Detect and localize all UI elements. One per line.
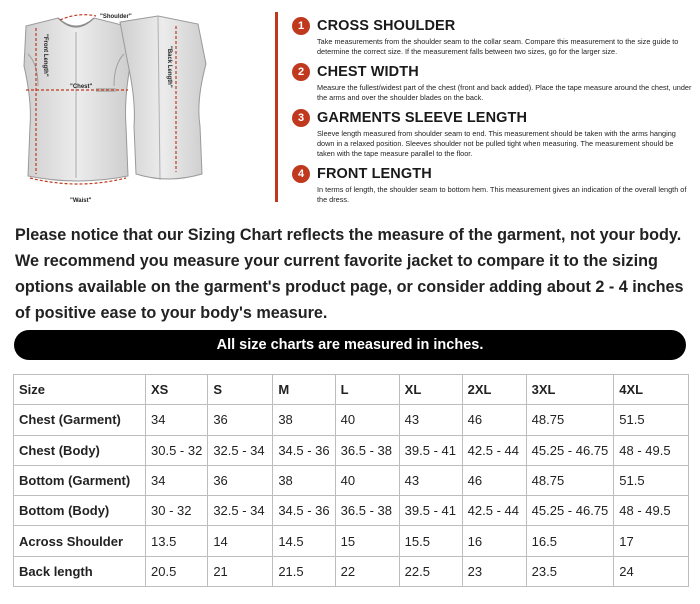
table-cell: 16 [462,526,526,556]
row-label: Bottom (Garment) [14,465,146,495]
measurement-guide [0,0,700,210]
table-cell: 48.75 [526,405,614,435]
table-cell: 34.5 - 36 [273,496,335,526]
table-cell: 34 [146,465,208,495]
table-cell: 36.5 - 38 [335,435,399,465]
table-cell: 38 [273,405,335,435]
table-row [14,496,689,526]
sizing-notice: Please notice that our Sizing Chart reflects the measure of the garment, not your body. We recommend you measure your current favorite jacket to compare it to the sizing options available on the garment's product page, or consider adding about 2 - 4 inches of positive ease to your body's measure. [15,226,684,322]
table-cell: 13.5 [146,526,208,556]
table-cell: 15 [335,526,399,556]
table-cell: 32.5 - 34 [208,435,273,465]
size-chart-table [13,374,689,587]
row-label: Bottom (Body) [14,496,146,526]
row-label: Across Shoulder [14,526,146,556]
table-cell: 32.5 - 34 [208,496,273,526]
header-cell: 4XL [614,375,689,405]
table-cell: 23 [462,556,526,586]
table-cell: 30.5 - 32 [146,435,208,465]
table-cell: 45.25 - 46.75 [526,496,614,526]
table-cell: 38 [273,465,335,495]
table-cell: 14 [208,526,273,556]
table-cell: 36 [208,465,273,495]
chest-label: "Chest" [70,84,93,90]
measure-description: In terms of length, the shoulder seam to bottom hem. This measurement gives an indication of the overall length of the dress. [317,185,687,204]
table-cell: 48 - 49.5 [614,435,689,465]
table-cell: 34 [146,405,208,435]
table-cell: 15.5 [399,526,462,556]
header-cell: L [335,375,399,405]
table-cell: 51.5 [614,405,689,435]
inches-banner [14,330,686,360]
measure-title: FRONT LENGTH [317,166,432,183]
measure-front-length [292,164,692,204]
back-length-label: "Back Length" [166,46,172,88]
header-cell: 2XL [462,375,526,405]
header-cell: Size [14,375,146,405]
table-row [14,465,689,495]
table-cell: 45.25 - 46.75 [526,435,614,465]
measure-description: Take measurements from the shoulder seam to the collar seam. Compare this measurement to the size guide to determine the correct size. If the measurement falls between two sizes, go for the larger size. [317,37,679,56]
table-row [14,405,689,435]
measure-cross-shoulder [292,16,692,56]
header-cell: XS [146,375,208,405]
banner-text: All size charts are measured in inches. [216,337,484,353]
table-cell: 30 - 32 [146,496,208,526]
number-badge-3: 3 [292,109,310,127]
table-cell: 16.5 [526,526,614,556]
row-label: Back length [14,556,146,586]
table-cell: 51.5 [614,465,689,495]
measure-title: GARMENTS SLEEVE LENGTH [317,110,528,127]
red-divider [275,12,278,202]
measure-description: Measure the fullest/widest part of the chest (front and back added). Place the tape measure around the chest, under the arms and over the shoulder blades on the back. [317,83,692,102]
number-badge-2: 2 [292,63,310,81]
vest-back-shape [120,16,206,179]
shoulder-label: "Shoulder" [100,14,132,20]
waist-label: "Waist" [70,198,92,204]
table-cell: 42.5 - 44 [462,435,526,465]
measure-description: Sleeve length measured from shoulder seam to end. This measurement should be taken with the arms hanging down in a relaxed position. Sleeves shoulder not be pulled tight when measuring. The measurement should be taken with the tape measure parallel to the floor. [317,129,676,158]
table-row [14,526,689,556]
measure-title: CHEST WIDTH [317,64,419,81]
number-badge-4: 4 [292,165,310,183]
table-cell: 22.5 [399,556,462,586]
table-cell: 42.5 - 44 [462,496,526,526]
header-cell: XL [399,375,462,405]
front-length-label: "Front Length" [42,34,48,77]
row-label: Chest (Garment) [14,405,146,435]
number-badge-1: 1 [292,17,310,35]
table-cell: 17 [614,526,689,556]
header-cell: 3XL [526,375,614,405]
table-cell: 14.5 [273,526,335,556]
vest-front-shape [24,18,130,181]
table-row [14,556,689,586]
table-header-row [14,375,689,405]
measure-sleeve-length [292,108,692,158]
table-cell: 48.75 [526,465,614,495]
table-cell: 34.5 - 36 [273,435,335,465]
table-row [14,435,689,465]
table-cell: 48 - 49.5 [614,496,689,526]
table-cell: 22 [335,556,399,586]
table-cell: 24 [614,556,689,586]
row-label: Chest (Body) [14,435,146,465]
vest-illustration [8,6,218,206]
table-cell: 23.5 [526,556,614,586]
vest-diagram [8,6,218,206]
table-cell: 21 [208,556,273,586]
table-cell: 36 [208,405,273,435]
measure-title: CROSS SHOULDER [317,18,456,34]
header-cell: S [208,375,273,405]
table-cell: 43 [399,465,462,495]
table-cell: 40 [335,465,399,495]
measure-chest-width [292,62,692,102]
table-cell: 20.5 [146,556,208,586]
table-cell: 39.5 - 41 [399,435,462,465]
table-cell: 43 [399,405,462,435]
table-cell: 46 [462,465,526,495]
table-cell: 46 [462,405,526,435]
table-cell: 21.5 [273,556,335,586]
table-cell: 39.5 - 41 [399,496,462,526]
table-cell: 40 [335,405,399,435]
measurement-list [292,16,692,210]
table-cell: 36.5 - 38 [335,496,399,526]
header-cell: M [273,375,335,405]
